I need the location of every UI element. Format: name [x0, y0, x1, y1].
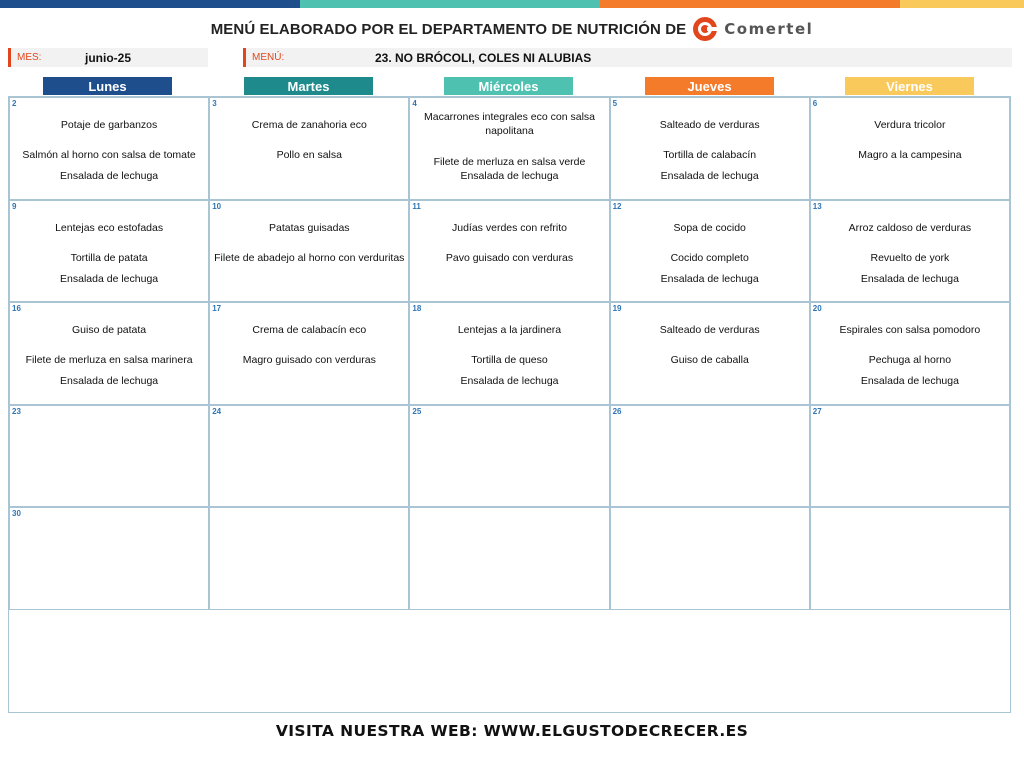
day-cell [209, 200, 409, 303]
day-cell [209, 302, 409, 405]
first-course: Salteado de verduras [659, 119, 760, 131]
day-number: 26 [612, 406, 622, 416]
day-number: 4 [412, 99, 417, 108]
second-course: Filete de merluza en salsa marinera [25, 354, 193, 366]
second-course: Salmón al horno con salsa de tomate [22, 149, 196, 161]
second-course: Tortilla de patata [70, 251, 148, 264]
first-course: Lentejas eco estofadas [55, 221, 164, 234]
side-dish: Ensalada de lechuga [660, 170, 759, 182]
first-course: Arroz caldoso de verduras [848, 221, 972, 234]
day-cell [9, 302, 209, 405]
day-number: 12 [612, 201, 622, 211]
month-marker [8, 48, 11, 67]
website-footer: VISITA NUESTRA WEB: WWW.ELGUSTODECRECER.ES [275, 722, 749, 740]
day-cell [9, 507, 209, 610]
day-number: 24 [212, 406, 222, 416]
second-course: Filete de merluza en salsa verde [433, 156, 586, 168]
first-course: Salteado de verduras [659, 324, 760, 336]
first-course: Judías verdes con refrito [452, 221, 567, 234]
day-number: 20 [812, 304, 822, 313]
day-cell [9, 405, 209, 508]
second-course: Tortilla de queso [471, 354, 548, 366]
comertel-logo [692, 16, 813, 42]
stripe-orange [600, 0, 900, 8]
menu-calendar-grid [8, 96, 1011, 713]
day-cell [209, 97, 409, 200]
day-number: 25 [412, 406, 422, 416]
day-number: 11 [412, 201, 421, 211]
day-cell [810, 97, 1010, 200]
second-course: Cocido completo [670, 251, 749, 264]
side-dish: Ensalada de lechuga [60, 375, 159, 387]
menu-marker [243, 48, 246, 67]
first-course: Sopa de cocido [673, 221, 746, 234]
stripe-yellow [900, 0, 1024, 8]
day-number: 10 [212, 201, 222, 211]
day-cell [409, 200, 609, 303]
day-cell [9, 97, 209, 200]
first-course: Crema de calabacín eco [252, 324, 367, 336]
month-bar [8, 48, 208, 67]
day-header-martes: Martes [244, 77, 373, 95]
day-number: 9 [12, 201, 17, 211]
second-course: Pollo en salsa [276, 149, 342, 161]
month-value: junio-25 [85, 50, 132, 65]
second-course: Pechuga al horno [868, 354, 952, 366]
day-number: 13 [812, 201, 822, 211]
day-header-jueves: Jueves [645, 77, 774, 95]
day-number: 30 [12, 509, 21, 518]
first-course: Espirales con salsa pomodoro [839, 324, 981, 336]
second-course: Guiso de caballa [670, 354, 749, 366]
day-cell [610, 507, 810, 610]
day-number: 3 [212, 99, 217, 108]
month-label: MES: [17, 52, 42, 63]
day-header-miercoles: Miércoles [444, 77, 573, 95]
second-course: Tortilla de calabacín [663, 149, 757, 161]
day-header-lunes: Lunes [43, 77, 172, 95]
side-dish: Ensalada de lechuga [460, 170, 559, 182]
second-course: Magro guisado con verduras [242, 354, 376, 366]
day-cell [610, 97, 810, 200]
day-cell [810, 405, 1010, 508]
side-dish: Ensalada de lechuga [860, 272, 959, 285]
day-cell [610, 302, 810, 405]
first-course: Macarrones integrales eco con salsa napolitana [423, 111, 595, 137]
day-cell [409, 302, 609, 405]
second-course: Revuelto de york [870, 251, 950, 264]
day-cell [810, 507, 1010, 610]
day-number: 19 [612, 304, 622, 313]
day-cell [610, 405, 810, 508]
first-course: Potaje de garbanzos [60, 119, 158, 131]
top-color-stripe [0, 0, 1024, 8]
day-header-viernes: Viernes [845, 77, 974, 95]
stripe-navy [0, 0, 300, 8]
comertel-logo-icon [692, 16, 718, 42]
page-header [0, 14, 1024, 44]
side-dish: Ensalada de lechuga [660, 272, 759, 285]
side-dish: Ensalada de lechuga [60, 170, 159, 182]
day-number: 6 [812, 99, 818, 108]
day-number: 2 [12, 99, 17, 108]
logo-text: Comertel [724, 20, 814, 38]
day-number: 18 [412, 304, 422, 313]
day-cell [409, 405, 609, 508]
side-dish: Ensalada de lechuga [60, 272, 159, 285]
side-dish: Ensalada de lechuga [460, 375, 559, 387]
page-title: MENÚ ELABORADO POR EL DEPARTAMENTO DE NUTRICIÓN DE [210, 20, 687, 38]
day-cell [610, 200, 810, 303]
menu-bar [243, 48, 1012, 67]
menu-value: 23. NO BRÓCOLI, COLES NI ALUBIAS [375, 50, 592, 65]
first-course: Verdura tricolor [874, 119, 946, 131]
menu-label: MENÚ: [252, 52, 285, 63]
second-course: Magro a la campesina [858, 149, 962, 161]
day-cell [810, 302, 1010, 405]
day-number: 27 [812, 406, 822, 416]
first-course: Patatas guisadas [269, 221, 350, 234]
side-dish: Ensalada de lechuga [860, 375, 959, 387]
first-course: Crema de zanahoria eco [251, 119, 367, 131]
day-number: 23 [12, 406, 21, 416]
first-course: Lentejas a la jardinera [457, 324, 562, 336]
day-cell [810, 200, 1010, 303]
day-cell [209, 405, 409, 508]
day-cell [409, 507, 609, 610]
second-course: Filete de abadejo al horno con verduritas [214, 251, 405, 264]
day-cell [9, 200, 209, 303]
first-course: Guiso de patata [72, 324, 147, 336]
day-number: 16 [12, 304, 21, 313]
day-number: 5 [612, 99, 618, 108]
day-cell [209, 507, 409, 610]
day-number: 17 [212, 304, 222, 313]
stripe-teal [300, 0, 600, 8]
second-course: Pavo guisado con verduras [445, 251, 574, 264]
day-cell [409, 97, 609, 200]
